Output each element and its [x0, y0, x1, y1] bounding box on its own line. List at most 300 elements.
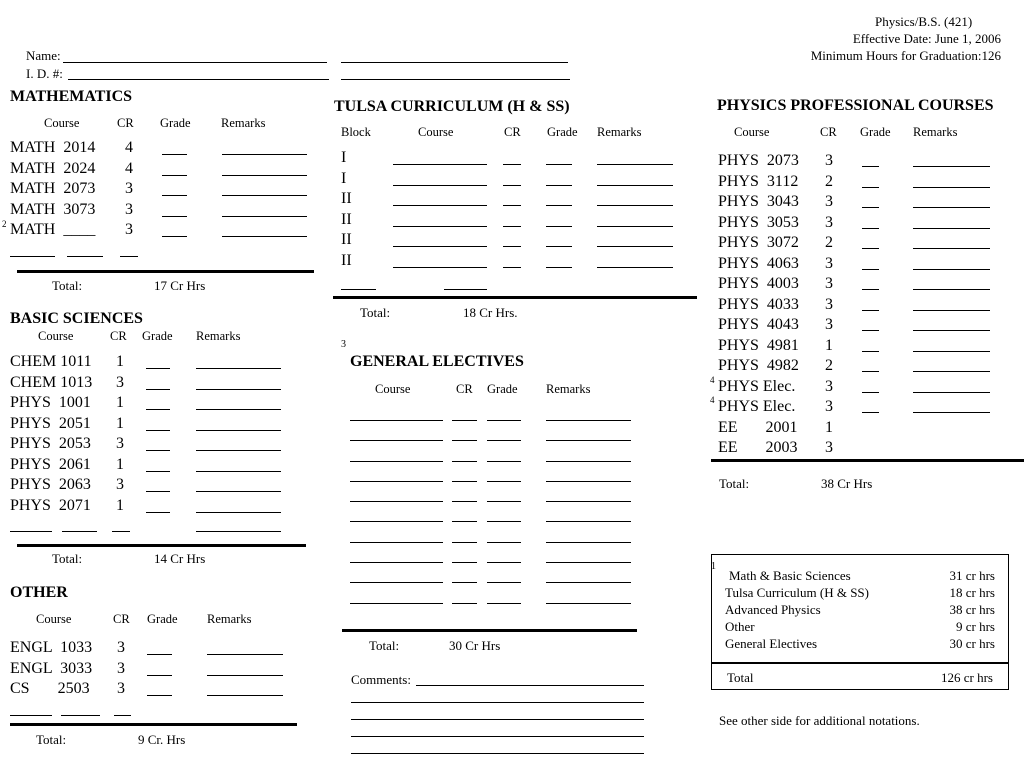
course-credits: 3	[125, 180, 133, 197]
course-credits: 1	[825, 336, 833, 354]
block-number: I	[341, 149, 347, 166]
course-credits: 2	[825, 357, 833, 374]
grade-field[interactable]	[487, 481, 521, 482]
list-item	[350, 425, 640, 445]
course-code: PHYS 2061	[10, 455, 91, 473]
course-field[interactable]	[350, 481, 443, 482]
grade-field[interactable]	[862, 207, 879, 208]
credits-field[interactable]	[503, 164, 521, 165]
grade-field[interactable]	[146, 450, 170, 451]
grade-field[interactable]	[862, 392, 879, 393]
credits-field[interactable]	[503, 185, 521, 186]
block-number: II	[341, 190, 352, 207]
tulsa-total-value: 18 Cr Hrs.	[463, 305, 518, 320]
list-item	[10, 160, 310, 181]
course-code: PHYS 1001	[10, 394, 91, 411]
footnote-marker: 4	[710, 374, 715, 385]
course-field[interactable]	[393, 205, 487, 206]
list-item	[341, 149, 681, 170]
basic-col-course: Course	[38, 329, 74, 343]
credits-field[interactable]	[452, 603, 477, 604]
course-field[interactable]	[350, 562, 443, 563]
remarks-field[interactable]	[222, 154, 307, 155]
other-col-course: Course	[36, 612, 72, 626]
grade-field[interactable]	[487, 562, 521, 563]
remarks-field[interactable]	[913, 310, 990, 311]
credits-field[interactable]	[452, 501, 477, 502]
course-field[interactable]	[350, 501, 443, 502]
comments-field[interactable]	[351, 702, 644, 703]
min-hours: Minimum Hours for Graduation:126	[810, 48, 1001, 63]
grade-field[interactable]	[487, 501, 521, 502]
math-col-grade: Grade	[160, 116, 191, 130]
other-total-value: 9 Cr. Hrs	[138, 732, 186, 747]
tulsa-col-remarks: Remarks	[597, 125, 642, 139]
physics-title: PHYSICS PROFESSIONAL COURSES	[717, 97, 994, 114]
grade-field[interactable]	[546, 205, 572, 206]
grade-field[interactable]	[146, 512, 170, 513]
remarks-field[interactable]	[913, 412, 990, 413]
list-item	[718, 275, 1018, 296]
credits-field[interactable]	[452, 481, 477, 482]
credits-field[interactable]	[503, 226, 521, 227]
credits-field[interactable]	[452, 420, 477, 421]
block-number: II	[341, 210, 352, 228]
course-field[interactable]	[67, 256, 103, 257]
list-item	[341, 231, 681, 252]
remarks-field[interactable]	[597, 226, 673, 227]
remarks-field[interactable]	[597, 164, 673, 165]
remarks-field[interactable]	[196, 409, 281, 410]
summary-value-physics: 38 cr hrs	[949, 602, 995, 617]
electives-list	[350, 405, 640, 608]
course-credits: 2	[825, 172, 833, 190]
course-field[interactable]	[10, 715, 52, 716]
remarks-field[interactable]	[913, 289, 990, 290]
math-col-cr: CR	[117, 116, 134, 130]
grade-field[interactable]	[487, 440, 521, 441]
remarks-field[interactable]	[913, 187, 990, 188]
math-col-remarks: Remarks	[221, 116, 266, 130]
remarks-field[interactable]	[196, 491, 281, 492]
credits-field[interactable]	[452, 440, 477, 441]
grade-field[interactable]	[487, 542, 521, 543]
id-field-2[interactable]	[341, 79, 570, 80]
course-credits: 3	[825, 439, 833, 456]
other-col-cr: CR	[113, 612, 130, 626]
course-code: PHYS 2053	[10, 435, 91, 452]
course-field[interactable]	[350, 420, 443, 421]
grade-field[interactable]	[162, 236, 187, 237]
course-code: MATH 2024	[10, 159, 96, 177]
list-item	[10, 180, 310, 201]
list-item-blank	[10, 701, 300, 722]
electives-footnote: 3	[341, 339, 346, 350]
footer-note: See other side for additional notations.	[719, 713, 920, 728]
grade-field[interactable]	[146, 389, 170, 390]
course-field[interactable]	[350, 603, 443, 604]
course-code: PHYS 4043	[718, 316, 799, 333]
effective-date: Effective Date: June 1, 2006	[852, 31, 1001, 46]
grade-field[interactable]	[546, 185, 572, 186]
name-field-2[interactable]	[341, 62, 568, 63]
grade-field[interactable]	[862, 371, 879, 372]
list-item	[10, 476, 300, 497]
remarks-field[interactable]	[597, 205, 673, 206]
course-credits: 3	[116, 476, 124, 493]
remarks-field[interactable]	[196, 512, 281, 513]
course-field[interactable]	[10, 531, 52, 532]
credits-field[interactable]	[112, 531, 130, 532]
basic-col-cr: CR	[110, 329, 127, 343]
remarks-field[interactable]	[222, 195, 307, 196]
physics-col-cr: CR	[820, 125, 837, 139]
remarks-field[interactable]	[913, 330, 990, 331]
list-item	[350, 527, 640, 547]
grade-field[interactable]	[487, 582, 521, 583]
course-credits: 1	[825, 418, 833, 436]
grade-field[interactable]	[147, 675, 172, 676]
remarks-field[interactable]	[207, 695, 283, 696]
grade-field[interactable]	[862, 351, 879, 352]
course-code: PHYS Elec.	[718, 398, 796, 415]
list-item	[341, 170, 681, 191]
tulsa-col-grade: Grade	[547, 125, 578, 139]
summary-value-math: 31 cr hrs	[949, 568, 995, 583]
list-item	[718, 193, 1018, 214]
grade-field[interactable]	[862, 412, 879, 413]
name-field[interactable]	[63, 62, 327, 63]
course-code: EE 2001	[718, 418, 798, 436]
electives-title: GENERAL ELECTIVES	[350, 353, 524, 370]
course-code: PHYS 4982	[718, 357, 799, 374]
grade-field[interactable]	[546, 267, 572, 268]
course-credits: 1	[116, 496, 124, 514]
course-code: MATH ____	[10, 221, 96, 238]
math-total-label: Total:	[52, 278, 83, 293]
list-item	[718, 214, 1018, 235]
course-field[interactable]	[393, 267, 487, 268]
grade-field[interactable]	[146, 471, 170, 472]
summary-value-tulsa: 18 cr hrs	[949, 585, 995, 600]
credits-field[interactable]	[452, 461, 477, 462]
course-code: PHYS 4063	[718, 254, 799, 272]
electives-total-label: Total:	[369, 638, 400, 653]
grade-field[interactable]	[862, 228, 879, 229]
grade-field[interactable]	[147, 695, 172, 696]
course-field[interactable]	[350, 582, 443, 583]
list-item	[350, 486, 640, 506]
list-item	[10, 435, 300, 456]
comments-field[interactable]	[351, 753, 644, 754]
section-divider	[342, 629, 637, 632]
course-field[interactable]	[350, 440, 443, 441]
footnote-marker: 4	[710, 395, 715, 405]
list-item	[341, 252, 681, 273]
name-label: Name:	[26, 48, 61, 63]
tulsa-block-list	[341, 149, 681, 293]
course-code: PHYS 3053	[718, 213, 799, 231]
course-field[interactable]	[61, 715, 100, 716]
remarks-field[interactable]	[222, 175, 307, 176]
credits-field[interactable]	[452, 542, 477, 543]
list-item	[718, 337, 1018, 358]
summary-label-tulsa: Tulsa Curriculum (H & SS)	[725, 585, 869, 600]
course-code: PHYS 4033	[718, 295, 799, 313]
physics-col-grade: Grade	[860, 125, 891, 139]
list-item	[710, 374, 1018, 399]
course-credits: 4	[125, 159, 133, 177]
credits-field[interactable]	[503, 205, 521, 206]
course-code: CS 2503	[10, 680, 90, 697]
comments-field[interactable]	[416, 685, 644, 686]
electives-col-grade: Grade	[487, 382, 518, 396]
remarks-field[interactable]	[913, 207, 990, 208]
other-total-label: Total:	[36, 732, 67, 747]
list-item	[341, 190, 681, 211]
remarks-field[interactable]	[222, 216, 307, 217]
grade-field[interactable]	[862, 269, 879, 270]
course-code: PHYS Elec.	[718, 377, 796, 395]
course-credits: 3	[117, 659, 125, 677]
grade-field[interactable]	[146, 430, 170, 431]
remarks-field[interactable]	[913, 371, 990, 372]
list-item	[10, 497, 300, 518]
course-credits: 2	[825, 234, 833, 251]
other-col-remarks: Remarks	[207, 612, 252, 626]
remarks-field[interactable]	[913, 248, 990, 249]
list-item	[350, 446, 640, 466]
grade-field[interactable]	[146, 409, 170, 410]
summary-footnote: 1	[711, 561, 716, 572]
course-field[interactable]	[350, 461, 443, 462]
summary-label-math: Math & Basic Sciences	[729, 568, 851, 583]
credits-field[interactable]	[452, 521, 477, 522]
remarks-field[interactable]	[196, 450, 281, 451]
math-total-value: 17 Cr Hrs	[154, 278, 206, 293]
credits-field[interactable]	[503, 267, 521, 268]
credits-field[interactable]	[452, 582, 477, 583]
physics-total-label: Total:	[719, 476, 750, 491]
grade-field[interactable]	[862, 330, 879, 331]
comments-label: Comments:	[351, 672, 411, 687]
basic-total-label: Total:	[52, 551, 83, 566]
course-credits: 3	[825, 254, 833, 272]
summary-value-other: 9 cr hrs	[956, 619, 995, 634]
remarks-field[interactable]	[546, 603, 631, 604]
remarks-field[interactable]	[913, 269, 990, 270]
summary-label-other: Other	[725, 619, 755, 634]
grade-field[interactable]	[546, 226, 572, 227]
list-item	[10, 374, 300, 395]
section-divider	[10, 723, 297, 726]
basic-title: BASIC SCIENCES	[10, 310, 143, 327]
grade-field[interactable]	[162, 154, 187, 155]
course-code: PHYS 2073	[718, 152, 799, 169]
list-item	[710, 395, 1018, 419]
course-credits: 3	[116, 435, 124, 452]
course-code: PHYS 2063	[10, 476, 91, 493]
tulsa-col-course: Course	[418, 125, 454, 139]
grade-field[interactable]	[162, 175, 187, 176]
grade-field[interactable]	[146, 368, 170, 369]
grade-field[interactable]	[862, 289, 879, 290]
list-item-blank	[10, 242, 310, 263]
grade-field[interactable]	[487, 461, 521, 462]
credits-field[interactable]	[452, 562, 477, 563]
grade-field[interactable]	[162, 216, 187, 217]
list-item	[350, 466, 640, 486]
physics-course-list	[710, 152, 1018, 460]
remarks-field[interactable]	[913, 392, 990, 393]
course-field[interactable]	[393, 185, 487, 186]
list-item	[341, 211, 681, 232]
remarks-field[interactable]	[546, 501, 631, 502]
remarks-field[interactable]	[207, 675, 283, 676]
grade-field[interactable]	[862, 310, 879, 311]
credits-field[interactable]	[114, 715, 131, 716]
credits-field[interactable]	[120, 256, 138, 257]
block-field[interactable]	[341, 289, 376, 290]
program-code: Physics/B.S. (421)	[875, 14, 973, 29]
course-code: PHYS 3043	[718, 193, 799, 210]
basic-course-list	[10, 353, 300, 538]
list-item	[2, 219, 310, 242]
remarks-field[interactable]	[207, 654, 283, 655]
course-field[interactable]	[393, 164, 487, 165]
other-course-list	[10, 639, 300, 721]
course-code: MATH 2014	[10, 139, 96, 156]
remarks-field[interactable]	[196, 389, 281, 390]
section-divider	[17, 544, 306, 547]
grade-field[interactable]	[487, 603, 521, 604]
course-code: CHEM 1011	[10, 353, 92, 370]
list-item	[10, 456, 300, 477]
electives-col-course: Course	[375, 382, 411, 396]
list-item	[718, 255, 1018, 276]
grade-field[interactable]	[147, 654, 172, 655]
comments-field[interactable]	[351, 736, 644, 737]
course-credits: 3	[825, 193, 833, 210]
grade-field[interactable]	[487, 420, 521, 421]
credits-field[interactable]	[503, 246, 521, 247]
course-code: CHEM 1013	[10, 373, 93, 391]
list-item	[718, 357, 1018, 378]
course-code: EE 2003	[718, 439, 798, 456]
course-credits: 3	[117, 639, 125, 656]
footnote-marker: 2	[2, 219, 7, 229]
grade-field[interactable]	[487, 521, 521, 522]
list-item	[718, 419, 1018, 440]
list-item	[350, 405, 640, 425]
electives-col-remarks: Remarks	[546, 382, 591, 396]
remarks-field[interactable]	[196, 430, 281, 431]
tulsa-col-block: Block	[341, 125, 371, 139]
remarks-field[interactable]	[222, 236, 307, 237]
remarks-field[interactable]	[546, 481, 631, 482]
list-item	[350, 547, 640, 567]
list-item	[350, 567, 640, 587]
remarks-field[interactable]	[546, 440, 631, 441]
summary-box	[711, 554, 1009, 690]
list-item	[718, 316, 1018, 337]
remarks-field[interactable]	[546, 521, 631, 522]
course-field[interactable]	[62, 531, 97, 532]
math-course-list	[2, 139, 310, 262]
course-credits: 3	[125, 221, 133, 238]
course-field[interactable]	[10, 256, 55, 257]
list-item	[10, 201, 310, 222]
grade-field[interactable]	[862, 166, 879, 167]
list-item	[718, 439, 1018, 460]
grade-field[interactable]	[146, 491, 170, 492]
course-credits: 3	[825, 213, 833, 231]
grade-field[interactable]	[546, 246, 572, 247]
list-item-blank	[341, 272, 681, 293]
other-col-grade: Grade	[147, 612, 178, 626]
list-item	[718, 152, 1018, 173]
other-title: OTHER	[10, 584, 68, 601]
remarks-field[interactable]	[597, 185, 673, 186]
remarks-field[interactable]	[913, 166, 990, 167]
course-field[interactable]	[444, 289, 487, 290]
remarks-field[interactable]	[546, 461, 631, 462]
course-code: ENGL 3033	[10, 659, 93, 677]
remarks-field[interactable]	[597, 246, 673, 247]
course-field[interactable]	[393, 246, 487, 247]
course-credits: 3	[125, 200, 133, 218]
physics-col-course: Course	[734, 125, 770, 139]
grade-field[interactable]	[862, 187, 879, 188]
list-item	[350, 506, 640, 526]
course-credits: 3	[825, 316, 833, 333]
remarks-field[interactable]	[913, 228, 990, 229]
list-item	[10, 680, 300, 701]
grade-field[interactable]	[862, 248, 879, 249]
tulsa-col-cr: CR	[504, 125, 521, 139]
id-field[interactable]	[68, 79, 329, 80]
remarks-field[interactable]	[196, 471, 281, 472]
remarks-field[interactable]	[196, 368, 281, 369]
remarks-field[interactable]	[546, 420, 631, 421]
electives-total-value: 30 Cr Hrs	[449, 638, 501, 653]
course-credits: 3	[117, 680, 125, 697]
section-divider	[333, 296, 697, 299]
section-divider	[17, 270, 314, 273]
comments-field[interactable]	[351, 719, 644, 720]
remarks-field[interactable]	[546, 542, 631, 543]
grade-field[interactable]	[162, 195, 187, 196]
course-field[interactable]	[350, 542, 443, 543]
remarks-field[interactable]	[597, 267, 673, 268]
remarks-field[interactable]	[546, 562, 631, 563]
course-field[interactable]	[393, 226, 487, 227]
list-item	[718, 173, 1018, 194]
remarks-field[interactable]	[913, 351, 990, 352]
list-item	[10, 353, 300, 374]
block-number: II	[341, 251, 352, 269]
remarks-field[interactable]	[196, 531, 281, 532]
tulsa-total-label: Total:	[360, 305, 391, 320]
course-credits: 3	[825, 275, 833, 292]
summary-total-label: Total	[727, 670, 754, 685]
course-code: MATH 2073	[10, 180, 96, 197]
remarks-field[interactable]	[546, 582, 631, 583]
course-field[interactable]	[350, 521, 443, 522]
course-code: ENGL 1033	[10, 639, 93, 656]
list-item	[718, 234, 1018, 255]
grade-field[interactable]	[546, 164, 572, 165]
